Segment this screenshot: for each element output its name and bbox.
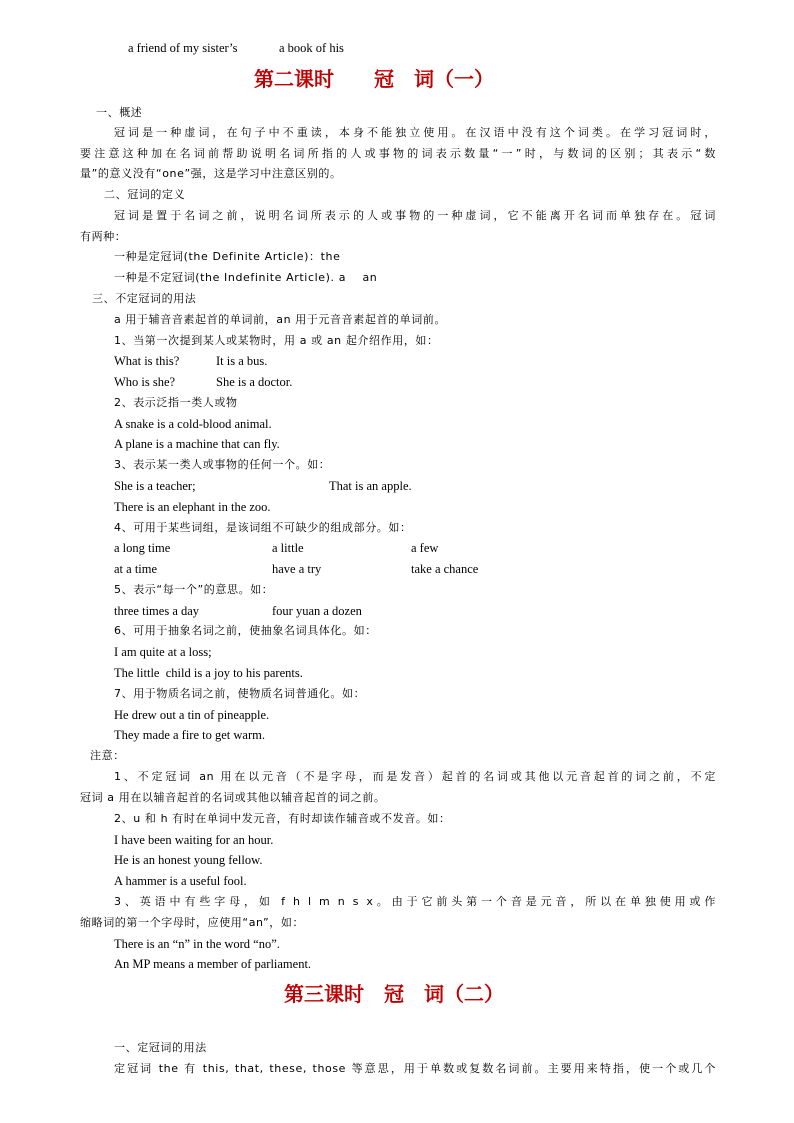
phrase: a few bbox=[411, 541, 439, 555]
note-1-line-2: 冠词 a 用在以辅音起首的名词或其他以辅音起首的词之前。 bbox=[80, 791, 386, 804]
usage-6: 6、可用于抽象名词之前，使抽象名词具体化。如： bbox=[114, 624, 377, 637]
usage-7-example-1: He drew out a tin of pineapple. bbox=[114, 708, 270, 722]
definition-line-2: 有两种： bbox=[80, 230, 127, 243]
usage-3-example-1b: That is an apple. bbox=[329, 479, 412, 493]
note-2: 2、u 和 h 有时在单词中发元音，有时却读作辅音或不发音。如： bbox=[114, 812, 451, 825]
definite-article-line: 一种是定冠词(the Definite Article)：the bbox=[114, 250, 341, 263]
lesson-title-3: 第三课时 冠 词（二） bbox=[284, 982, 504, 1006]
note-3-line-2: 缩略词的第一个字母时，应使用“an”，如： bbox=[80, 916, 305, 929]
overview-line-2: 要注意这种加在名词前帮助说明名词所指的人或事物的词表示数量“一”时，与数词的区别；其表示“数 bbox=[80, 147, 716, 160]
usage-2: 2、表示泛指一类人或物 bbox=[114, 396, 238, 409]
section-heading-definition: 二、冠词的定义 bbox=[104, 188, 186, 201]
phrase: a long time bbox=[114, 541, 171, 555]
usage-3: 3、表示某一类人或事物的任何一个。如： bbox=[114, 458, 331, 471]
phrase: three times a day bbox=[114, 604, 200, 618]
note-2-example-2: He is an honest young fellow. bbox=[114, 853, 263, 867]
phrase: four yuan a dozen bbox=[272, 604, 362, 618]
usage-1-example-2b: She is a doctor. bbox=[216, 375, 293, 389]
usage-1: 1、当第一次提到某人或某物时，用 a 或 an 起介绍作用，如： bbox=[114, 334, 439, 347]
usage-7: 7、用于物质名词之前，使物质名词普通化。如： bbox=[114, 687, 366, 700]
usage-2-example-2: A plane is a machine that can fly. bbox=[114, 437, 280, 451]
overview-line-1: 冠词是一种虚词，在句子中不重读，本身不能独立使用。在汉语中没有这个词类。在学习冠词时， bbox=[114, 126, 716, 139]
note-1-line-1: 1、不定冠词 an 用在以元音（不是字母，而是发音）起首的名词或其他以元音起首的词之前，不定 bbox=[114, 770, 716, 783]
definite-usage-line-1: 定冠词 the 有 this, that, these, those 等意思，用于单数或复数名词前。主要用来特指，使一个或几个 bbox=[114, 1062, 716, 1075]
phrase: at a time bbox=[114, 562, 158, 576]
section-heading-overview: 一、概述 bbox=[96, 106, 143, 119]
note-2-example-3: A hammer is a useful fool. bbox=[114, 874, 247, 888]
usage-6-example-1: I am quite at a loss; bbox=[114, 645, 212, 659]
note-3-example-2: An MP means a member of parliament. bbox=[114, 957, 312, 971]
top-phrase-2: a book of his bbox=[279, 41, 344, 55]
phrase: a little bbox=[272, 541, 304, 555]
note-3-line-1: 3、英语中有些字母，如 f h l m n s x。由于它前头第一个音是元音，所以在单独使用或作 bbox=[114, 895, 716, 908]
indefinite-article-line: 一种是不定冠词(the Indefinite Article). a an bbox=[114, 271, 378, 284]
usage-4: 4、可用于某些词组，是该词组不可缺少的组成部分。如： bbox=[114, 521, 412, 534]
usage-3-example-1a: She is a teacher; bbox=[114, 479, 196, 493]
usage-1-example-1a: What is this? bbox=[114, 354, 180, 368]
usage-1-example-1b: It is a bus. bbox=[216, 354, 268, 368]
top-phrase-1: a friend of my sister’s bbox=[128, 41, 238, 55]
definition-line-1: 冠词是置于名词之前，说明名词所表示的人或事物的一种虚词，它不能离开名词而单独存在。冠词 bbox=[114, 209, 716, 222]
phrase: take a chance bbox=[411, 562, 479, 576]
note-heading: 注意： bbox=[90, 749, 125, 762]
usage-2-example-1: A snake is a cold-blood animal. bbox=[114, 417, 272, 431]
usage-3-example-2: There is an elephant in the zoo. bbox=[114, 500, 271, 514]
note-3-example-1: There is an “n” in the word “no”. bbox=[114, 937, 280, 951]
note-2-example-1: I have been waiting for an hour. bbox=[114, 833, 274, 847]
usage-7-example-2: They made a fire to get warm. bbox=[114, 728, 265, 742]
lesson-title-2: 第二课时 冠 词（一） bbox=[254, 67, 494, 91]
usage-6-example-2: The little child is a joy to his parents. bbox=[114, 666, 303, 680]
usage-1-example-2a: Who is she? bbox=[114, 375, 176, 389]
section-heading-indefinite-usage: 三、不定冠词的用法 bbox=[92, 292, 197, 305]
overview-line-3: 量”的意义没有“one”强，这是学习中注意区别的。 bbox=[80, 167, 342, 180]
usage-5: 5、表示“每一个”的意思。如： bbox=[114, 583, 274, 596]
indefinite-intro: a 用于辅音音素起首的单词前，an 用于元音音素起首的单词前。 bbox=[114, 313, 447, 326]
phrase: have a try bbox=[272, 562, 322, 576]
section-heading-definite-usage: 一、定冠词的用法 bbox=[114, 1041, 207, 1054]
